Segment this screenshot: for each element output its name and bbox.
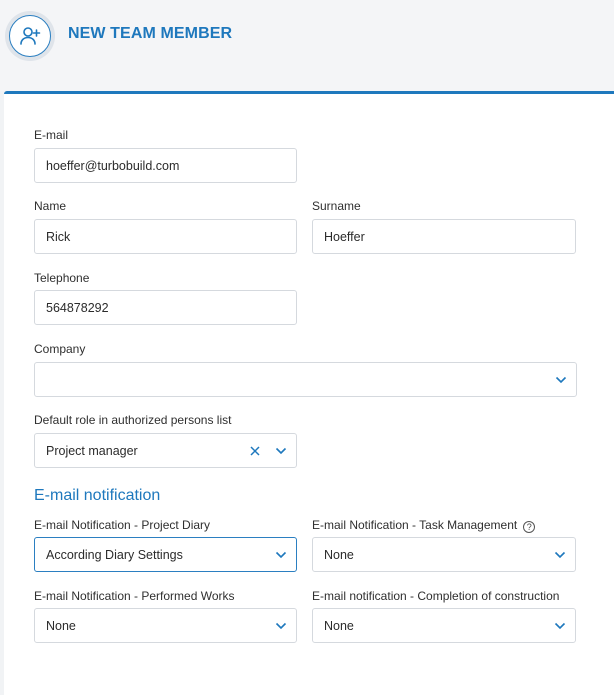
help-icon[interactable]: ? [523, 521, 535, 533]
task-management-label [312, 518, 535, 533]
company-label: Company [34, 342, 86, 356]
chevron-down-icon[interactable] [554, 621, 566, 631]
default-role-label: Default role in authorized persons list [34, 413, 232, 427]
completion-select[interactable] [312, 608, 576, 643]
default-role-value: Project manager [46, 443, 138, 458]
name-field[interactable] [34, 219, 297, 254]
page-title: NEW TEAM MEMBER [68, 25, 233, 42]
form-card [4, 91, 614, 695]
telephone-input[interactable] [46, 301, 296, 315]
task-management-value: None [324, 547, 354, 562]
performed-works-value: None [46, 618, 76, 633]
name-input[interactable] [46, 230, 296, 244]
avatar-badge [5, 11, 55, 61]
default-role-select[interactable] [34, 433, 297, 468]
chevron-down-icon[interactable] [554, 550, 566, 560]
page-header [0, 0, 614, 91]
avatar [9, 15, 51, 57]
chevron-down-icon[interactable] [555, 375, 567, 385]
clear-icon[interactable] [249, 445, 261, 457]
performed-works-label: E-mail Notification - Performed Works [34, 589, 235, 603]
email-label: E-mail [34, 128, 69, 142]
add-user-icon [18, 24, 42, 48]
surname-label: Surname [312, 199, 361, 213]
chevron-down-icon[interactable] [275, 446, 287, 456]
performed-works-select[interactable] [34, 608, 297, 643]
telephone-field[interactable] [34, 290, 297, 325]
email-input[interactable] [46, 159, 296, 173]
task-management-select[interactable] [312, 537, 576, 572]
project-diary-select[interactable] [34, 537, 297, 572]
completion-value: None [324, 618, 354, 633]
surname-field[interactable] [312, 219, 576, 254]
section-title: E-mail notification [34, 487, 161, 504]
completion-label: E-mail notification - Completion of construction [312, 589, 560, 603]
task-management-label-text: E-mail Notification - Task Management [312, 518, 518, 532]
name-label: Name [34, 199, 67, 213]
project-diary-value: According Diary Settings [46, 547, 183, 562]
project-diary-label: E-mail Notification - Project Diary [34, 518, 211, 532]
company-select[interactable] [34, 362, 577, 397]
surname-input[interactable] [324, 230, 575, 244]
telephone-label: Telephone [34, 271, 90, 285]
chevron-down-icon[interactable] [275, 550, 287, 560]
email-field[interactable] [34, 148, 297, 183]
chevron-down-icon[interactable] [275, 621, 287, 631]
